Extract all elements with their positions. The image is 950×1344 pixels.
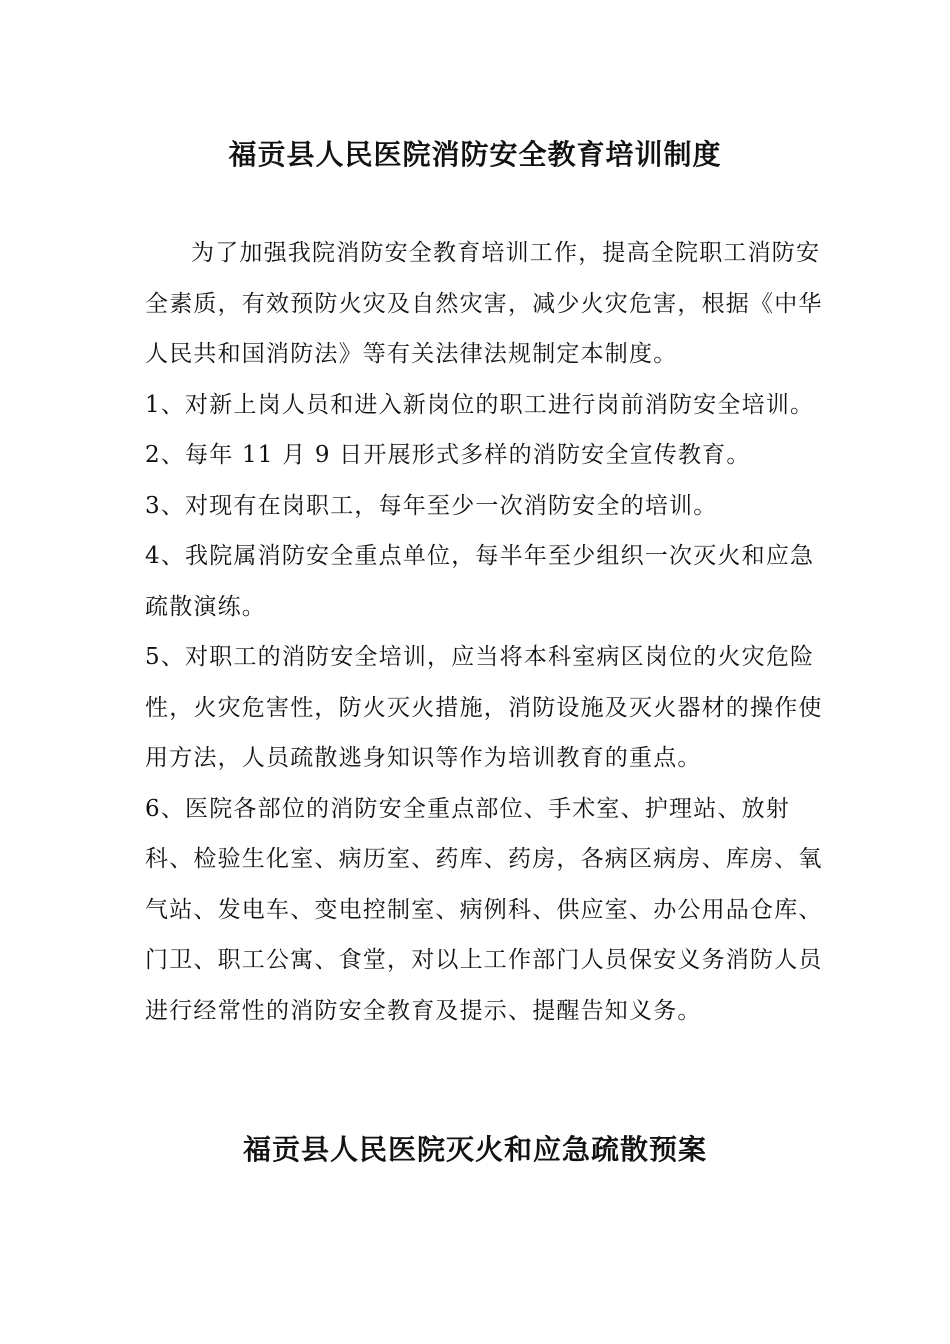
document-body — [145, 228, 825, 1036]
item-2: 2、每年 11 月 9 日开展形式多样的消防安全宣传教育。 — [145, 442, 751, 468]
item-6: 6、医院各部位的消防安全重点部位、手术室、护理站、放射科、检验生化室、病历室、药库、药房，各病区病房、库房、氧气站、发电车、变电控制室、病例科、供应室、办公用品仓库、门卫、职工公寓、食堂，对以上工作部门人员保安义务消防人员进行经常性的消防安全教育及提示、提醒告知义务。 — [145, 795, 823, 1024]
item-4: 4、我院属消防安全重点单位，每半年至少组织一次灭火和应急疏散演练。 — [145, 543, 815, 620]
item-1: 1、对新上岗人员和进入新岗位的职工进行岗前消防安全培训。 — [145, 391, 815, 418]
item-3: 3、对现有在岗职工，每年至少一次消防安全的培训。 — [145, 492, 718, 519]
intro-paragraph: 为了加强我院消防安全教育培训工作，提高全院职工消防安全素质，有效预防火灾及自然灾害，减少火灾危害，根据《中华人民共和国消防法》等有关法律法规制定本制度。 — [145, 240, 823, 367]
document-title: 福贡县人民医院消防安全教育培训制度 — [228, 138, 722, 171]
second-section-title: 福贡县人民医院灭火和应急疏散预案 — [242, 1133, 707, 1166]
item-5: 5、对职工的消防安全培训，应当将本科室病区岗位的火灾危险性，火灾危害性，防火灭火措施，消防设施及灭火器材的操作使用方法，人员疏散逃身知识等作为培训教育的重点。 — [145, 644, 823, 771]
